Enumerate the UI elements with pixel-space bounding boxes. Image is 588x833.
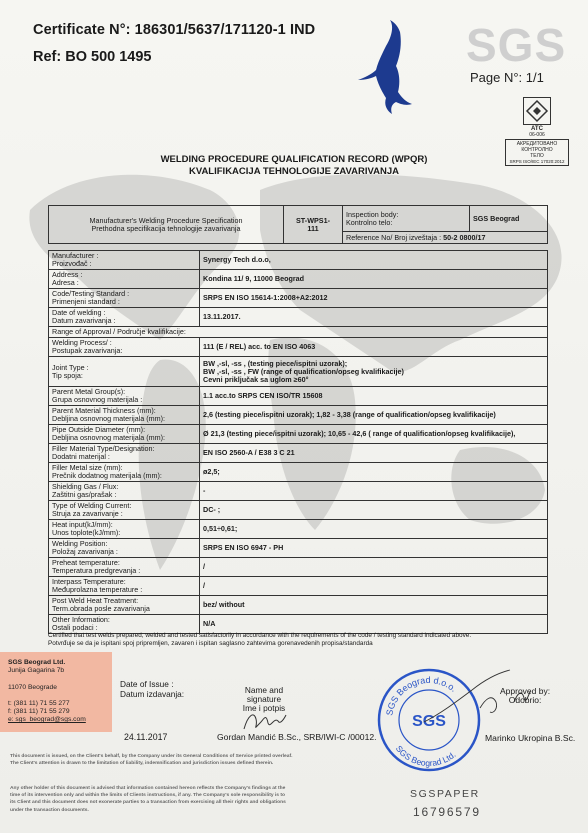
- row-label-sr: Primenjeni standard :: [52, 297, 120, 306]
- stamp-bottom-text: SGS Beograd Ltd.: [393, 743, 458, 769]
- filler-size-value: ø2,5;: [200, 463, 548, 482]
- row-label-en: Parent Material Thickness (mm):: [52, 406, 156, 415]
- approved-label-sr: Odobrio:: [508, 695, 542, 705]
- accreditation-line2: КОНТРОЛНО: [521, 147, 553, 153]
- table-row: [49, 327, 548, 338]
- row-label-en: Other Information:: [52, 615, 110, 624]
- lab-phone: t: (381 11) 71 55 277: [8, 699, 70, 707]
- spec-label-cell: [49, 206, 284, 244]
- table-row: [49, 501, 548, 520]
- other-info-value: N/A: [200, 615, 548, 634]
- accreditation-standard: SRPS ISO/IEC 17020:2012: [509, 159, 565, 164]
- range-heading: Range of Approval / Područje kvalifikacije:: [49, 327, 548, 338]
- table-row: [49, 387, 548, 406]
- thickness-value: 2,6 (testing piece/ispitni uzorak); 1,82 - 3,38 (range of qualification/opseg kvalifikacije): [200, 406, 548, 425]
- joint-type-line3: Cevni priključak sa uglom ≥60°: [203, 374, 309, 384]
- row-label-en: Parent Metal Group(s):: [52, 387, 126, 396]
- row-label-en: Welding Position:: [52, 539, 108, 548]
- page-number: Page N°: 1/1: [470, 70, 544, 85]
- joint-type-value: [200, 357, 548, 387]
- wps-number-line1: ST-WPS1-: [296, 215, 330, 225]
- row-label-en: Interpass Temperature:: [52, 577, 126, 586]
- row-label-sr: Temperatura predgrevanja :: [52, 566, 141, 575]
- issue-label: [120, 680, 184, 699]
- lab-name: SGS Beograd Ltd.: [8, 659, 66, 666]
- table-row: [49, 308, 548, 327]
- table-row: [49, 425, 548, 444]
- row-label-sr: Postupak zavarivanja:: [52, 346, 123, 355]
- row-label-sr: Grupa osnovnog materijala :: [52, 395, 143, 404]
- address-value: Kondina 11/ 9, 11000 Beograd: [200, 270, 548, 289]
- record-table: [48, 250, 548, 634]
- certification-sr: Potvrđuje se da je ispitani spoj pripremljen, zavaren i ispitan saglasno zahtevima gorenavedenih propisa/standarda: [48, 640, 373, 647]
- manufacturer-value: Synergy Tech d.o.o,: [200, 251, 548, 270]
- metal-group-value: 1.1 acc.to SRPS CEN ISO/TR 15608: [200, 387, 548, 406]
- row-label-sr: Datum zavarivanja :: [52, 316, 116, 325]
- inspector-name: Gordan Mandić B.Sc., SRB/IWI-C /00012.: [217, 732, 377, 742]
- table-row: [49, 558, 548, 577]
- table-row: [49, 406, 548, 425]
- row-label-en: Manufacturer :: [52, 251, 99, 260]
- row-label-sr: Međuprolazna temperature :: [52, 585, 143, 594]
- row-label-en: Filler Material Type/Designation:: [52, 444, 155, 453]
- row-label-sr: Adresa :: [52, 278, 79, 287]
- row-label-sr: Zaštitni gas/prašak :: [52, 490, 117, 499]
- gas-value: -: [200, 482, 548, 501]
- filler-type-value: EN ISO 2560-A / E38 3 C 21: [200, 444, 548, 463]
- signature-heading-1: Name and: [244, 685, 284, 695]
- interpass-value: /: [200, 577, 548, 596]
- footer-notice-1: [10, 753, 420, 767]
- footer-notice-2: [10, 785, 420, 814]
- row-label-en: Filler Metal size (mm):: [52, 463, 123, 472]
- preheat-value: /: [200, 558, 548, 577]
- row-label-en: Preheat temperature:: [52, 558, 120, 567]
- row-label-sr: Unos toplote(kJ/mm):: [52, 528, 121, 537]
- welding-date-value: 13.11.2017.: [200, 308, 548, 327]
- sgs-logo: SGS: [466, 19, 567, 71]
- table-row: [49, 596, 548, 615]
- joint-type-line1: BW ,-sl, -ss , (testing piece/ispitni uzorak);: [203, 358, 348, 368]
- stamp-center-text: SGS: [412, 713, 446, 730]
- certificate-number: Certificate N°: 186301/5637/171120-1 IND: [33, 22, 316, 38]
- pwht-value: bez/ without: [200, 596, 548, 615]
- lab-city: 11070 Beograde: [8, 683, 57, 691]
- table-row: [49, 270, 548, 289]
- row-label-sr: Ostali podaci :: [52, 623, 98, 632]
- footer-line: This document is issued, on the Client's behalf, by the Company under its General Conditions of Service printed overleaf.: [10, 754, 293, 759]
- table-row: [49, 289, 548, 308]
- inspection-label-sr: Kontrolno telo:: [346, 217, 393, 227]
- paper-brand: SGSPAPER: [410, 788, 480, 800]
- diameter-value: Ø 21,3 (testing piece/ispitni uzorak); 10,65 - 42,6 ( range of qualification/opseg kvalifikacije),: [200, 425, 548, 444]
- position-value: SRPS EN ISO 6947 - PH: [200, 539, 548, 558]
- table-row: [49, 444, 548, 463]
- certification-statement: [48, 632, 548, 648]
- inspection-body: SGS Beograd: [470, 206, 548, 232]
- heat-input-value: 0,51÷0,61;: [200, 520, 548, 539]
- table-row: [49, 520, 548, 539]
- footer-line: under the transaction documents.: [10, 807, 89, 813]
- eagle-logo-icon: [356, 18, 416, 116]
- row-label-sr: Struja za zavarivanje :: [52, 509, 123, 518]
- reference-number: Ref: BO 500 1495: [33, 49, 152, 65]
- row-label-en: Pipe Outside Diameter (mm):: [52, 425, 146, 434]
- approved-by-label: [500, 687, 550, 705]
- approved-label-en: Approved by:: [500, 686, 551, 696]
- issue-label-en: Date of Issue :: [120, 679, 174, 689]
- row-label-sr: Tip spoja:: [52, 370, 83, 380]
- footer-line: time of its intervention only and within the limits of Clients instructions, if any. The Company's sole responsibility is to: [10, 793, 285, 799]
- row-label-en: Welding Process/ :: [52, 338, 112, 347]
- process-value: 111 (E / REL) acc. to EN ISO 4063: [200, 338, 548, 357]
- inspector-signature: [240, 705, 290, 735]
- row-label-en: Shielding Gas / Flux:: [52, 482, 119, 491]
- row-label-sr: Prečnik dodatnog materijala (mm):: [52, 471, 162, 480]
- joint-type-line2: BW ,-sl, -ss , FW (range of qualification/opseg kvalifikacije): [203, 366, 404, 376]
- footer-line: its Client and this document does not exonerate parties to a transaction from exercising all their rights and obligations: [10, 800, 286, 806]
- wps-number-line2: 111: [307, 223, 319, 233]
- footer-line: Any other holder of this document is advised that information contained hereon reflects the Company's findings at the: [10, 786, 286, 791]
- row-label-en: Joint Type :: [52, 362, 89, 372]
- accreditation-line1: АКРЕДИТОВАНО: [516, 141, 558, 147]
- row-label-en: Type of Welding Current:: [52, 501, 132, 510]
- accreditation-line3: ТЕЛО: [530, 153, 544, 159]
- row-label-sr: Dodatni materijal :: [52, 452, 110, 461]
- stamp-top-text: SGS Beograd d.o.o.: [384, 674, 459, 717]
- row-label-sr: Term.obrada posle zavarivanja: [52, 604, 150, 613]
- row-label-sr: Proizvođač :: [52, 259, 92, 268]
- lab-address: [8, 659, 86, 725]
- accreditation-number: 06-006: [529, 132, 545, 138]
- reference-label: Reference No/ Broj izveštaja :: [346, 232, 442, 242]
- standard-value: SRPS EN ISO 15614-1:2008+A2:2012: [200, 289, 548, 308]
- row-label-en: Address :: [52, 270, 83, 279]
- lab-fax: f: (381 11) 71 55 279: [8, 708, 70, 716]
- paper-serial: 16796579: [413, 805, 481, 819]
- document-title: WELDING PROCEDURE QUALIFICATION RECORD (WPQR): [160, 154, 428, 165]
- row-label-sr: Debljina osnovnog materijala (mm):: [52, 414, 166, 423]
- issue-date: 24.11.2017: [124, 732, 168, 742]
- table-row: [49, 539, 548, 558]
- inspection-label-cell: [343, 206, 470, 232]
- table-row: [49, 357, 548, 387]
- reference-value: 50-2 0800/17: [443, 232, 486, 242]
- current-value: DC- ;: [200, 501, 548, 520]
- accreditation-label: ATC: [531, 126, 543, 132]
- table-row: [49, 338, 548, 357]
- row-label-en: Date of welding :: [52, 308, 106, 317]
- reference-cell: [343, 232, 548, 244]
- table-row: [49, 463, 548, 482]
- spec-label-sr: Prethodna specifikacija tehnologije zavarivanja: [91, 223, 241, 233]
- row-label-en: Heat input(kJ/mm):: [52, 520, 113, 529]
- approver-name: Marinko Ukropina B.Sc.: [485, 733, 576, 743]
- footer-line: The Client's attention is drawn to the limitation of liability, indemnification and jurisdiction issues defined therein.: [10, 761, 274, 766]
- certification-en: Certified that test welds prepared, welded and tested satisfactorily in accordance with the requirements of the code / testing standard indicated above.: [48, 632, 472, 639]
- row-label-sr: Debljina osnovnog materijala (mm):: [52, 433, 166, 442]
- issue-label-sr: Datum izdavanja:: [120, 688, 185, 699]
- row-label-en: Code/Testing Standard :: [52, 289, 130, 298]
- wps-number-cell: [284, 206, 343, 244]
- signature-heading-3: Ime i potpis: [242, 703, 286, 713]
- table-row: [49, 482, 548, 501]
- inspection-label-en: Inspection body:: [346, 209, 399, 219]
- row-label-sr: Položaj zavarivanja :: [52, 547, 118, 556]
- spec-label-en: Manufacturer's Welding Procedure Specification: [89, 215, 243, 225]
- document-subtitle: KVALIFIKACIJA TEHNOLOGIJE ZAVARIVANJA: [188, 166, 400, 177]
- table-row: [49, 251, 548, 270]
- table-row: [49, 615, 548, 634]
- lab-street: Junija Gagarina 7b: [8, 667, 65, 675]
- header-table: [48, 205, 548, 244]
- accreditation-icon: [523, 97, 551, 125]
- lab-email: e: sgs_beograd@sgs.com: [8, 716, 86, 724]
- table-row: [49, 577, 548, 596]
- row-label-en: Post Weld Heat Treatment:: [52, 596, 139, 605]
- accreditation-mark: [505, 97, 569, 177]
- signature-heading-2: signature: [246, 694, 282, 704]
